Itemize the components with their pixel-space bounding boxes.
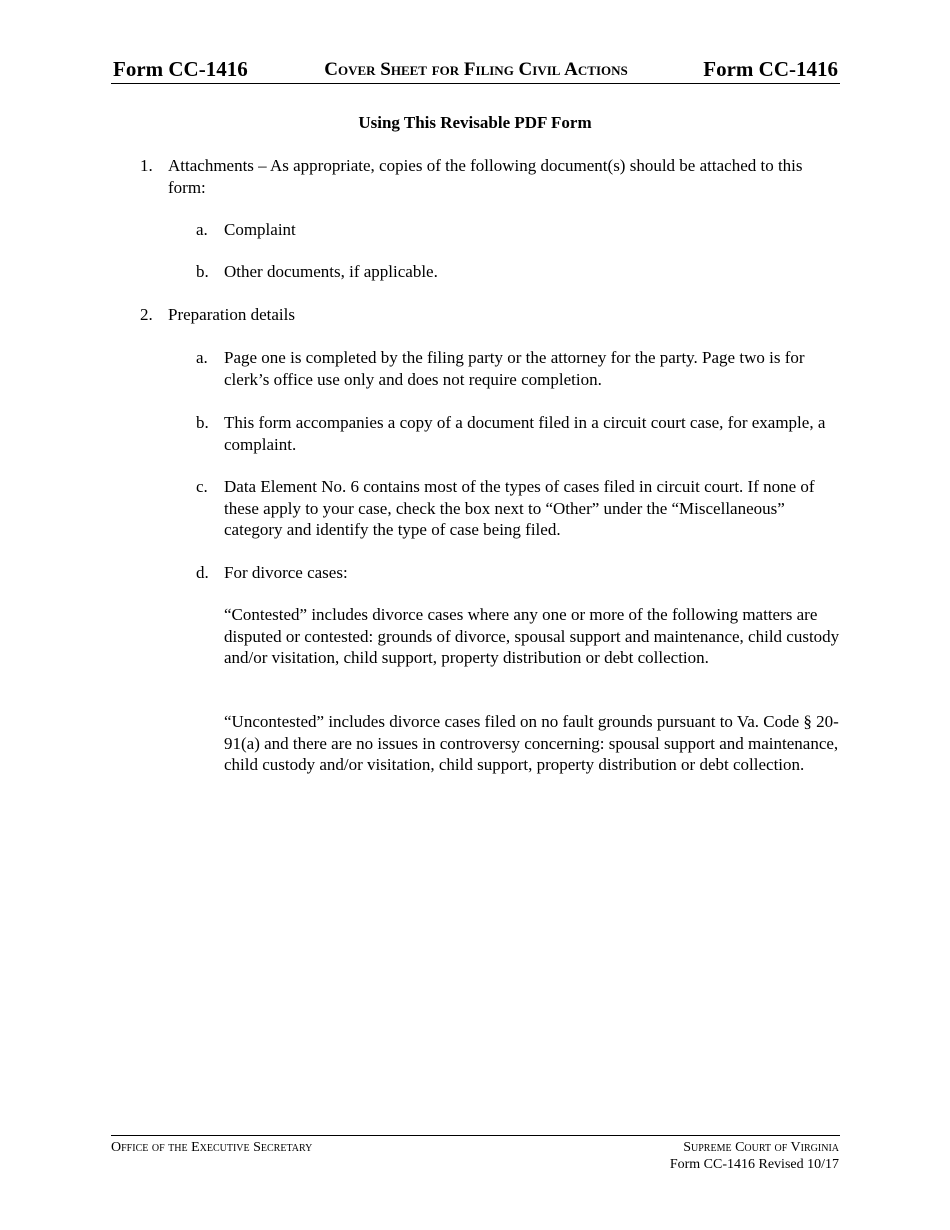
item-number: 1. — [140, 156, 153, 175]
item-text: Attachments – As appropriate, copies of the following document(s) should be attached to this form: — [168, 156, 803, 197]
subitem-text: Complaint — [224, 220, 296, 239]
subitem-text: Data Element No. 6 contains most of the types of cases filed in circuit court. If none of these apply to your case, check the box next to “Other” under the “Miscellaneous” category and identify the type of case being filed. — [224, 477, 815, 539]
subitem-text: This form accompanies a copy of a document filed in a circuit court case, for example, a complaint. — [224, 413, 826, 454]
form-title: Cover Sheet for Filing Civil Actions — [324, 59, 628, 80]
subitem-letter: d. — [196, 563, 209, 582]
page-header — [111, 56, 840, 84]
item-text: Preparation details — [168, 305, 295, 324]
subitem-letter: c. — [196, 477, 208, 496]
subitem-letter: b. — [196, 413, 209, 432]
footer-office: Office of the Executive Secretary — [111, 1140, 313, 1155]
footer-court: Supreme Court of Virginia — [683, 1140, 839, 1155]
footer-divider — [111, 1135, 840, 1136]
item-number: 2. — [140, 305, 153, 324]
subitem-letter: a. — [196, 220, 208, 239]
uncontested-paragraph: “Uncontested” includes divorce cases filed on no fault grounds pursuant to Va. Code § 20-91(a) and there are no issues in controversy concerning: spousal support and maintenance, child custody and/or visitation, child support, property distribution or debt collection. — [224, 712, 839, 774]
subitem-text: For divorce cases: — [224, 563, 348, 582]
form-number-right: Form CC-1416 — [703, 57, 838, 81]
subitem-text: Other documents, if applicable. — [224, 262, 438, 281]
subitem-letter: a. — [196, 348, 208, 367]
page-title: Using This Revisable PDF Form — [358, 113, 592, 132]
footer-revision: Form CC-1416 Revised 10/17 — [669, 1157, 839, 1172]
contested-paragraph: “Contested” includes divorce cases where any one or more of the following matters are disputed or contested: grounds of divorce, spousal support and maintenance, child custody and/or visitation, child support, property distribution or debt collection. — [224, 605, 840, 667]
subitem-letter: b. — [196, 262, 209, 281]
subitem-text: Page one is completed by the filing party or the attorney for the party. Page two is for clerk’s office use only and does not require completion. — [224, 348, 805, 389]
form-number-left: Form CC-1416 — [113, 57, 248, 81]
